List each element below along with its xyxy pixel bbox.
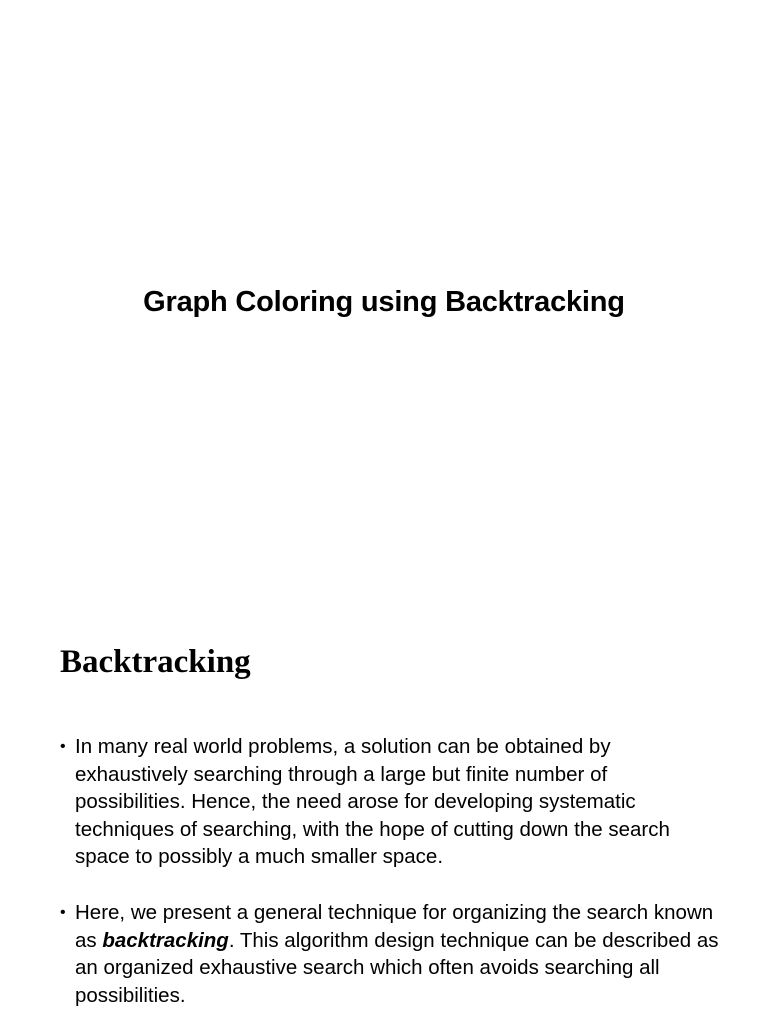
- bullet-icon: •: [60, 738, 66, 755]
- slide-title: Graph Coloring using Backtracking: [143, 286, 625, 318]
- bullet-icon: •: [60, 903, 66, 921]
- bullet-text: In many real world problems, a solution can be obtained by exhaustively searching through a large but finite number of possibilities. Hence, the need arose for developing systematic techniques of searching, with the hope of cutting down the search space to possibly a much smaller space.: [75, 735, 670, 869]
- bullet-list: [60, 733, 720, 1024]
- bullet-item: [60, 733, 720, 871]
- content-slide: [0, 600, 768, 1024]
- bullet-text-after: . This algorithm design technique can be described as an organized exhaustive search which often avoids searching all possibilities.: [75, 928, 719, 1007]
- bullet-item: [60, 899, 720, 1009]
- slide-heading: Backtracking: [60, 644, 251, 680]
- bullet-text-before: Here, we present a general technique for organizing the search known as: [75, 900, 714, 952]
- bullet-emphasis: backtracking: [102, 928, 229, 952]
